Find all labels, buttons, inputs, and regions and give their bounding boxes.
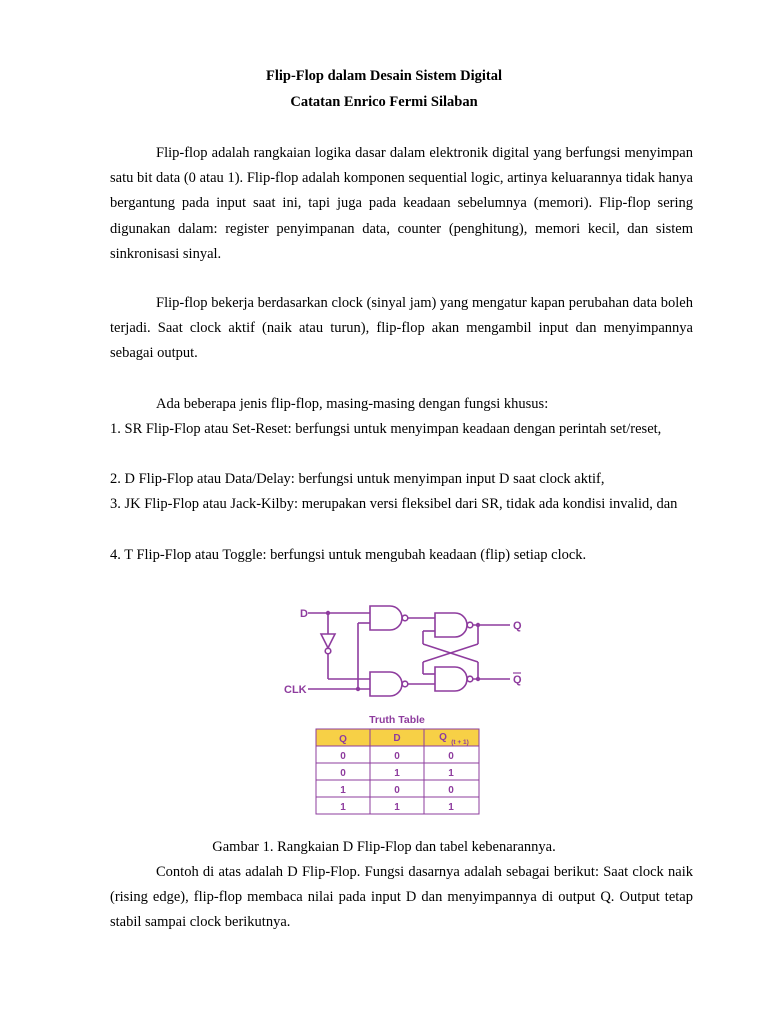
cell-r3-c2: 1	[448, 802, 454, 813]
cell-r0-c0: 0	[340, 751, 346, 762]
cell-r1-c1: 1	[394, 768, 400, 779]
figure-caption: Gambar 1. Rangkaian D Flip-Flop dan tabel kebenarannya.	[212, 839, 556, 855]
list-item-jk: 3. JK Flip-Flop atau Jack-Kilby: merupakan versi fleksibel dari SR, tidak ada kondisi invalid, dan	[110, 496, 678, 512]
input-clk-label: CLK	[284, 684, 307, 696]
list-item-t: 4. T Flip-Flop atau Toggle: berfungsi untuk mengubah keadaan (flip) setiap clock.	[110, 547, 587, 563]
cell-r1-c0: 0	[340, 768, 346, 779]
output-q-label: Q	[513, 620, 522, 632]
output-qbar-label: Q	[513, 674, 522, 686]
header-q: Q	[339, 734, 347, 745]
paragraph-clock: Flip-flop bekerja berdasarkan clock (sinyal jam) yang mengatur kapan perubahan data boleh terjadi. Saat clock aktif (naik atau turun), flip-flop akan mengambil input dan menyimpannya sebagai output.	[110, 295, 693, 362]
input-d-label: D	[300, 608, 308, 620]
cell-r1-c2: 1	[448, 768, 454, 779]
cell-r0-c1: 0	[394, 751, 400, 762]
paragraph-types-intro: Ada beberapa jenis flip-flop, masing-masing dengan fungsi khusus:	[156, 396, 549, 412]
paragraph-intro: Flip-flop adalah rangkaian logika dasar dalam elektronik digital yang berfungsi menyimpan satu bit data (0 atau 1). Flip-flop adalah komponen sequential logic, artinya keluarannya tidak hanya bergantung pada input saat ini, tapi juga pada keadaan sebelumnya (memori). Flip-flop sering digunakan dalam: register penyimpanan data, counter (penghitung), memori kecil, dan sistem sinkronisasi sinyal.	[110, 145, 693, 262]
paragraph-example: Contoh di atas adalah D Flip-Flop. Fungsi dasarnya adalah sebagai berikut: Saat clock naik (rising edge), flip-flop membaca nilai pada input D dan menyimpannya di output Q. Output tetap stabil sampai clock berikutnya.	[110, 864, 693, 931]
header-q-next: Q	[439, 732, 447, 743]
cell-r2-c2: 0	[448, 785, 454, 796]
cell-r0-c2: 0	[448, 751, 454, 762]
list-item-d: 2. D Flip-Flop atau Data/Delay: berfungsi untuk menyimpan input D saat clock aktif,	[110, 471, 605, 487]
cell-r3-c0: 1	[340, 802, 346, 813]
truth-table	[316, 729, 479, 814]
header-q-next-subscript: (t + 1)	[451, 739, 469, 746]
list-item-sr: 1. SR Flip-Flop atau Set-Reset: berfungsi untuk menyimpan keadaan dengan perintah set/reset,	[110, 421, 662, 437]
truth-table-title: Truth Table	[369, 714, 425, 726]
document-author: Catatan Enrico Fermi Silaban	[290, 94, 478, 110]
cell-r2-c0: 1	[340, 785, 346, 796]
d-flip-flop-figure	[278, 596, 538, 826]
header-d: D	[393, 733, 401, 744]
cell-r2-c1: 0	[394, 785, 400, 796]
document-title: Flip-Flop dalam Desain Sistem Digital	[265, 68, 503, 84]
cell-r3-c1: 1	[394, 802, 400, 813]
